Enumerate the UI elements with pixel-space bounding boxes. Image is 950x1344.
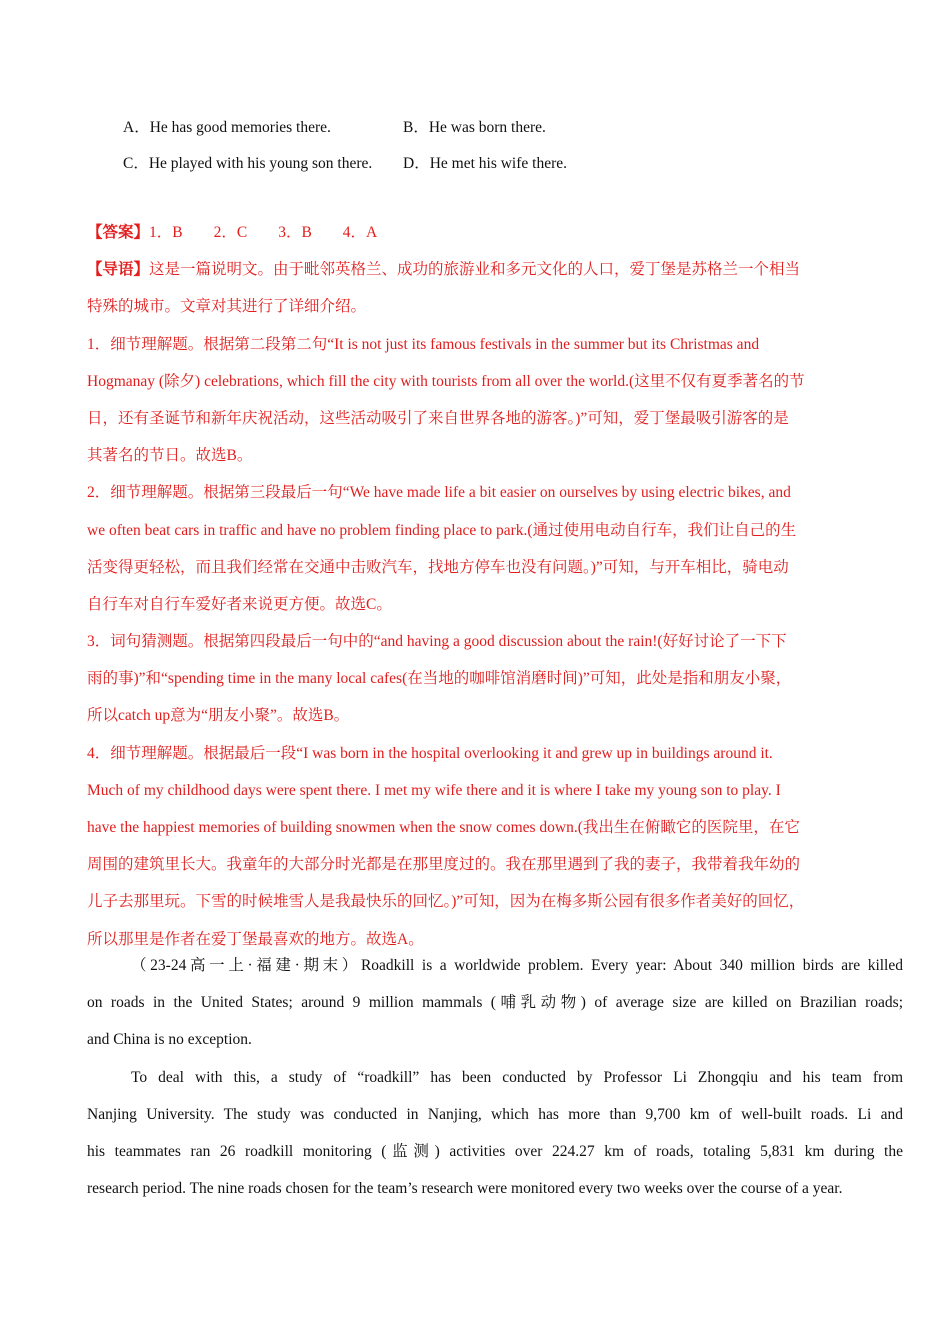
passage-text: on roads in the United States; around 9 million mammals (哺乳动物) of average size are killed on Brazilian roads; <box>87 994 903 1012</box>
passage-text: To deal with this, a study of “roadkill” has been conducted by Professor Li Zhongqiu and his team from <box>131 1068 903 1086</box>
passage-line <box>87 954 903 991</box>
q2-explanation-line: 活变得更轻松，而且我们经常在交通中击败汽车，找地方停车也没有问题。)”可知，与开车相比，骑电动 <box>87 558 789 576</box>
option-row <box>123 152 683 188</box>
passage-line <box>87 1066 903 1103</box>
passage-line <box>87 1140 903 1177</box>
answer-options <box>123 116 683 188</box>
q3-explanation-line: 雨的事)”和“spending time in the many local cafes(在当地的咖啡馆消磨时间)”可知，此处是指和朋友小聚， <box>87 670 792 688</box>
q2-explanation-line: 自行车对自行车爱好者来说更方便。故选C。 <box>87 595 392 613</box>
q4-explanation-line: 周围的建筑里长大。我童年的大部分时光都是在那里度过的。我在那里遇到了我的妻子，我带着我年幼的 <box>87 856 801 874</box>
q4-explanation-line: 4．细节理解题。根据最后一段“I was born in the hospital overlooking it and grew up in buildings around it. <box>87 744 773 762</box>
passage-line <box>87 1103 903 1140</box>
guide-line: 特殊的城市。文章对其进行了详细介绍。 <box>87 298 367 316</box>
answer-items: 1．B 2．C 3．B 4．A <box>149 224 378 241</box>
passage-line <box>87 991 903 1028</box>
reading-passage <box>87 954 903 1214</box>
passage-text: his teammates ran 26 roadkill monitoring (监测) activities over 224.27 km of roads, totaling 5,831 km during the <box>87 1142 903 1160</box>
q1-explanation-line: 1．细节理解题。根据第二段第二句“It is not just its famous festivals in the summer but its Christmas and <box>87 335 760 353</box>
q1-explanation-line: Hogmanay (除夕) celebrations, which fill the city with tourists from all over the world.(这里不仅有夏季著名的节 <box>87 372 805 390</box>
passage-text: Nanjing University. The study was conducted in Nanjing, which has more than 9,700 km of well-built roads. Li and <box>87 1105 903 1123</box>
guide-line <box>87 258 862 295</box>
option-b: B．He was born there. <box>403 119 546 136</box>
passage-line: and China is no exception. <box>87 1031 252 1049</box>
answer-analysis <box>87 221 862 965</box>
q3-explanation-line: 所以catch up意为“朋友小聚”。故选B。 <box>87 707 350 725</box>
guide-text: 这是一篇说明文。由于毗邻英格兰、成功的旅游业和多元文化的人口，爱丁堡是苏格兰一个相当 <box>149 261 801 279</box>
q4-explanation-line: have the happiest memories of building snowmen when the snow comes down.(我出生在俯瞰它的医院里，在它 <box>87 819 800 836</box>
q2-explanation-line: we often beat cars in traffic and have no problem finding place to park.(通过使用电动自行车，我们让自己的生 <box>87 521 797 539</box>
q4-explanation-line: 所以那里是作者在爱丁堡最喜欢的地方。故选A。 <box>87 930 424 948</box>
option-d: D．He met his wife there. <box>403 155 567 172</box>
option-c: C．He played with his young son there. <box>123 155 373 172</box>
passage-line: research period. The nine roads chosen for the team’s research were monitored every two weeks over the course of a year. <box>87 1180 843 1198</box>
option-a: A．He has good memories there. <box>123 119 331 136</box>
q1-explanation-line: 其著名的节日。故选B。 <box>87 447 253 465</box>
q2-explanation-line: 2．细节理解题。根据第三段最后一句“We have made life a bit easier on ourselves by using electric bikes, and <box>87 484 791 502</box>
q4-explanation-line: 儿子去那里玩。下雪的时候堆雪人是我最快乐的回忆。)”可知，因为在梅多斯公园有很多作者美好的回忆， <box>87 893 805 911</box>
q1-explanation-line: 日，还有圣诞节和新年庆祝活动，这些活动吸引了来自世界各地的游客。)”可知，爱丁堡最吸引游客的是 <box>87 409 789 427</box>
q3-explanation-line: 3．词句猜测题。根据第四段最后一句中的“and having a good discussion about the rain!(好好讨论了一下下 <box>87 633 787 651</box>
q4-explanation-line: Much of my childhood days were spent there. I met my wife there and it is where I take my young son to play. I <box>87 781 781 799</box>
passage-text: （23-24高一上·福建·期末）Roadkill is a worldwide problem. Every year: About 340 million birds are killed <box>131 957 903 974</box>
option-row <box>123 116 683 152</box>
answer-tag: 【答案】 <box>87 224 150 241</box>
guide-tag: 【导语】 <box>87 261 150 279</box>
answer-line <box>87 221 862 258</box>
